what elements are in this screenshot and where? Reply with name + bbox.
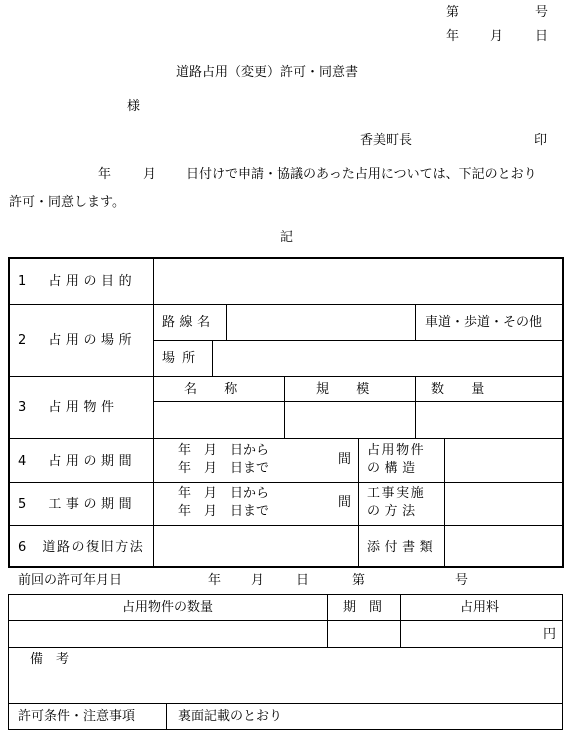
work-kan: 間 (338, 495, 352, 510)
period-kan: 間 (338, 452, 352, 467)
conditions-value: 裏面記載のとおり (178, 709, 283, 724)
fee-count-header: 占用物件の数量 (122, 600, 214, 615)
number-prefix: 第 (446, 5, 460, 20)
previous-month: 月 (251, 573, 265, 588)
road-type-label: 車道・歩道・その他 (425, 315, 543, 330)
conditions-label: 許可条件・注意事項 (18, 709, 136, 724)
attachments-label: 添付書類 (367, 540, 438, 555)
body-month: 月 (143, 167, 157, 182)
seal-mark: 印 (534, 133, 548, 148)
work-to: 年 月 日まで (178, 504, 270, 519)
document-title: 道路占用（変更）許可・同意書 (176, 65, 359, 80)
quantity-header: 数 量 (431, 382, 492, 397)
body-text-line2: 許可・同意します。 (9, 195, 125, 210)
route-name-label: 路線名 (162, 315, 215, 330)
period-from: 年 月 日から (178, 443, 270, 458)
date-month: 月 (490, 29, 504, 44)
number-suffix: 号 (535, 5, 549, 20)
previous-number-suffix: 号 (455, 573, 469, 588)
yen-unit: 円 (543, 627, 557, 642)
fee-header: 占用料 (460, 600, 500, 615)
method-label-1: 工事実施 (367, 486, 426, 501)
method-label-2: の方法 (367, 504, 420, 519)
route-name-field[interactable] (228, 306, 413, 338)
remarks-label: 備 考 (30, 652, 70, 667)
row-object-label: 3 占用物件 (18, 400, 119, 415)
location-label: 場所 (162, 351, 203, 366)
body-text: 日付けで申請・協議のあった占用については、下記のとおり (186, 167, 537, 182)
row-period-label: 4 占用の期間 (18, 454, 137, 469)
addressee-suffix: 様 (127, 99, 141, 114)
date-day: 日 (535, 29, 549, 44)
previous-day: 日 (296, 573, 310, 588)
row-place-label: 2 占用の場所 (18, 333, 137, 348)
date-year: 年 (446, 29, 460, 44)
row-work-period-label: 5 工事の期間 (18, 497, 137, 512)
body-year: 年 (98, 167, 112, 182)
period-to: 年 月 日まで (178, 461, 270, 476)
row-purpose-label: 1 占用の目的 (18, 274, 137, 289)
location-field[interactable] (214, 342, 560, 374)
scale-header: 規 模 (316, 382, 377, 397)
previous-year: 年 (208, 573, 222, 588)
work-from: 年 月 日から (178, 486, 270, 501)
structure-label-1: 占用物件 (367, 443, 426, 458)
structure-label-2: の構造 (367, 461, 420, 476)
previous-number-prefix: 第 (352, 573, 366, 588)
row-restore-label: 6 道路の復旧方法 (18, 540, 145, 555)
ki-heading: 記 (280, 230, 294, 245)
previous-permit-label: 前回の許可年月日 (18, 573, 123, 588)
name-header: 名 称 (184, 382, 245, 397)
fee-period-header: 期 間 (343, 600, 383, 615)
issuer-name: 香美町長 (360, 133, 413, 148)
